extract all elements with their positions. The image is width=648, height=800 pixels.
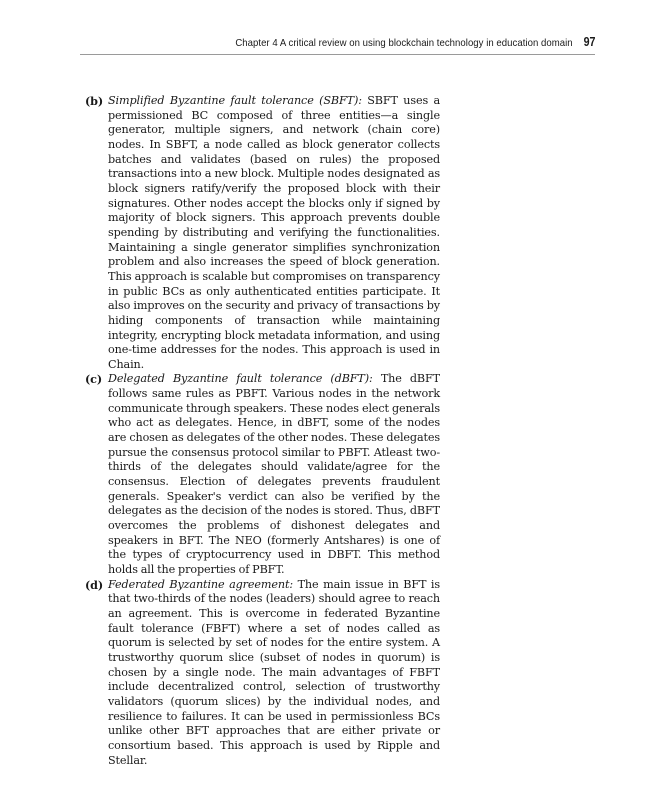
term-heading: Federated Byzantine agreement: [108, 577, 293, 591]
list-marker: (b) [85, 94, 104, 108]
list-marker: (c) [85, 372, 103, 387]
list-item-dbft [85, 372, 440, 577]
item-description: SBFT uses a permissioned BC composed of three entities—a single generator, multiple signers, and network (chain core) nodes. In SBFT, a node called as block generator collects batches and validates (based on rules) the proposed transactions into a new block. Multiple nodes designated as block signers ratify/verify the proposed block with their signatures. Other nodes accept the blocks only if signed by majority of block signers. This approach prevents double spending by distributing and verifying the functionalities. Maintaining a single generator simplifies synchronization problem and also increases the speed of block generation. This approach is scalable but compromises on transparency in public BCs as only authenticated entities participate. It also improves on the security and privacy of transactions by hiding components of transaction while maintaining integrity, encrypting block metadata information, and using one-time addresses for the nodes. This approach is used in Chain. [108, 94, 441, 371]
list-item-fba [85, 578, 440, 769]
page-number: 97 [583, 34, 595, 49]
running-header [80, 34, 595, 55]
list-item-sbft [85, 94, 440, 372]
chapter-title: Chapter 4 A critical review on using blockchain technology in education domain [235, 38, 573, 49]
item-description: The main issue in BFT is that two-thirds of the nodes (leaders) should agree to reach an agreement. This is overcome in federated Byzantine fault tolerance (FBFT) where a set of nodes called as quorum is selected by set of nodes for the entire system. A trustworthy quorum slice (subset of nodes in quorum) is chosen by a single node. The main advantages of FBFT include decentralized control, selection of trustworthy validators (quorum slices) by the individual nodes, and resilience to failures. It can be used in permissionless BCs unlike other BFT approaches that are either private or consortium based. This approach is used by Ripple and Stellar. [108, 577, 441, 767]
term-heading: Delegated Byzantine fault tolerance (dBFT): [108, 372, 373, 386]
term-heading: Simplified Byzantine fault tolerance (SBFT): [108, 94, 362, 107]
item-description: The dBFT follows same rules as PBFT. Various nodes in the network communicate through speakers. These nodes elect generals who act as delegates. Hence, in dBFT, some of the nodes are chosen as delegates of the other nodes. These delegates pursue the consensus protocol similar to PBFT. Atleast two-thirds of the delegates should validate/agree for the consensus. Election of delegates prevents fraudulent generals. Speaker's verdict can also be verified by the delegates as the decision of the nodes is stored. Thus, dBFT overcomes the problems of dishonest delegates and speakers in BFT. The NEO (formerly Antshares) is one of the types of cryptocurrency used in DBFT. This method holds all the properties of PBFT. [108, 372, 440, 576]
body-text [85, 94, 440, 768]
list-marker: (d) [85, 577, 104, 592]
